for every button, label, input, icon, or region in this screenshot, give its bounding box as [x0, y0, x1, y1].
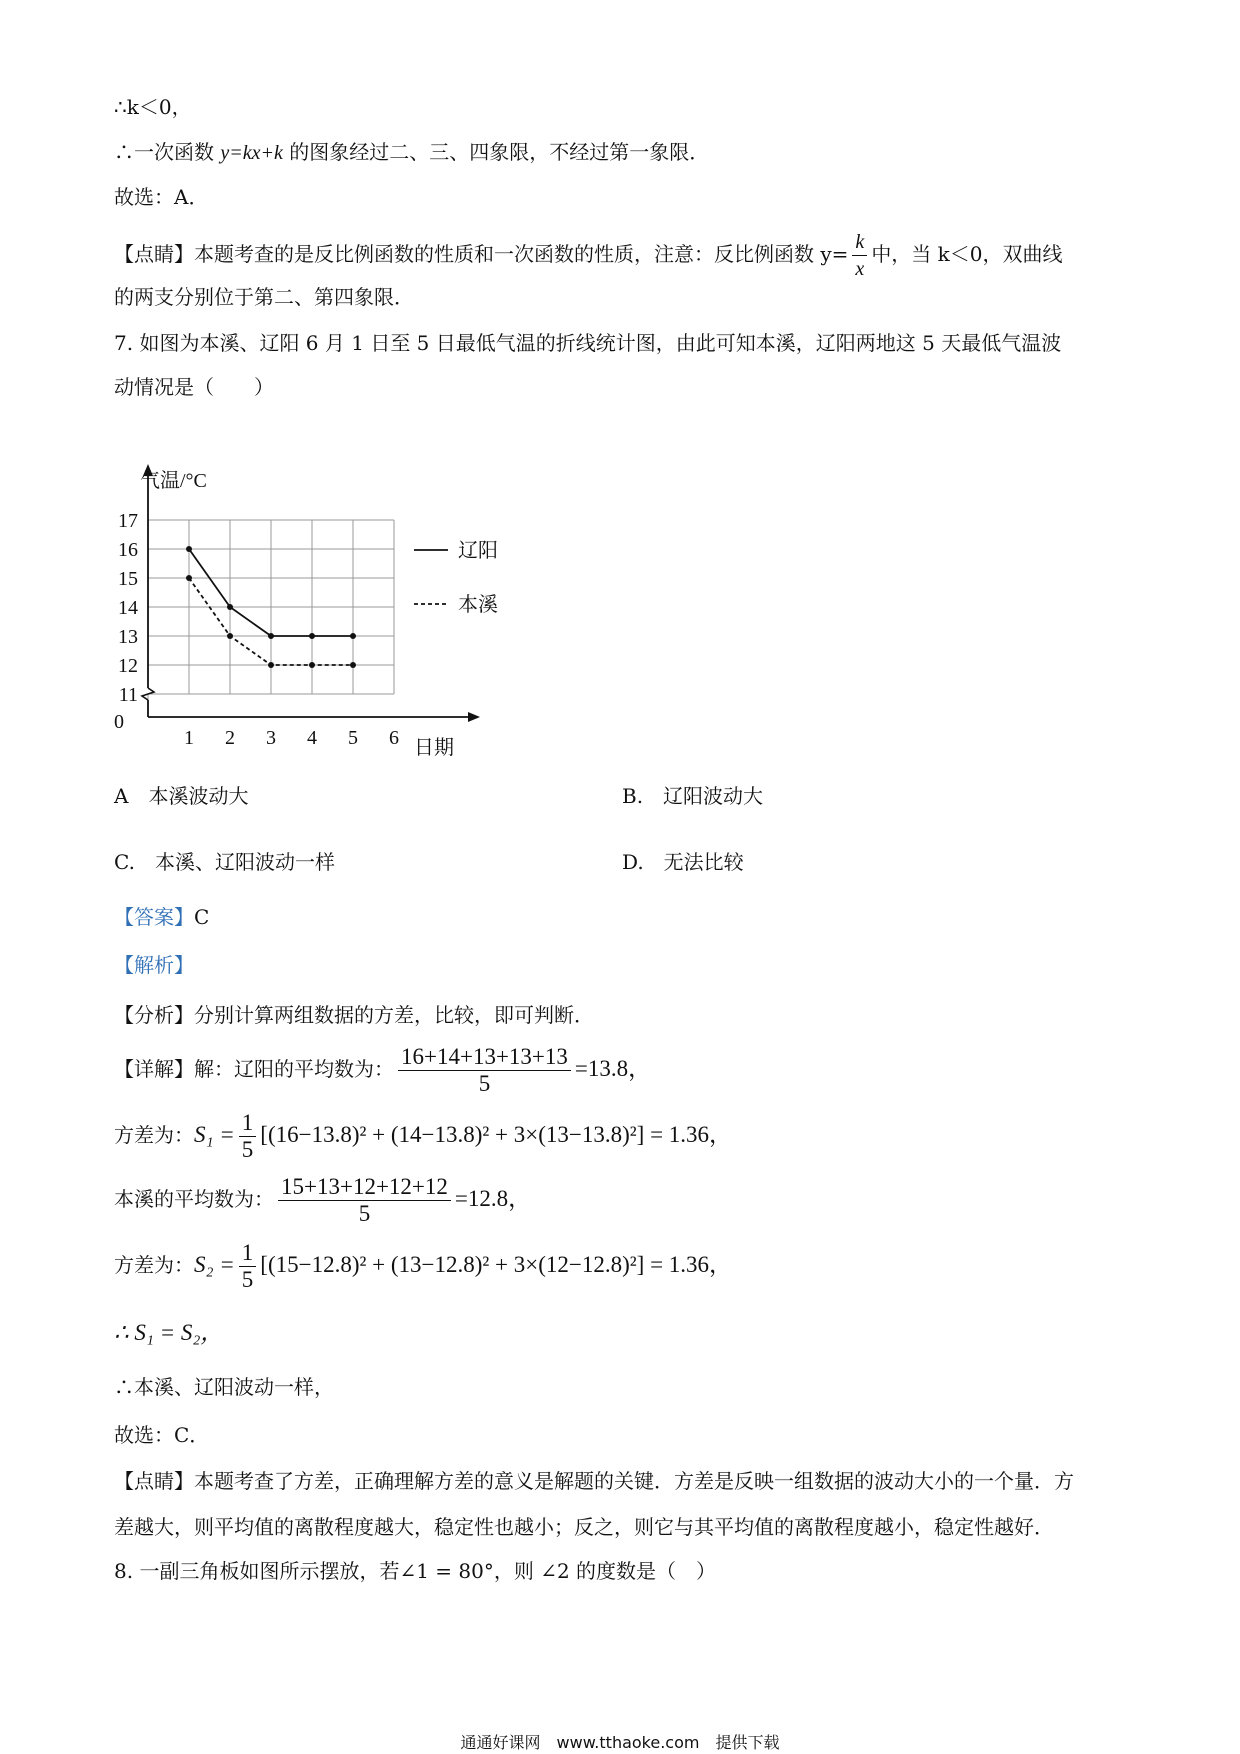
sol6-note-prefix: 【点睛】本题考查的是反比例函数的性质和一次函数的性质，注意：反比例函数 y= — [114, 242, 849, 266]
fraction-numerator: 1 — [239, 1110, 257, 1137]
legend-label: 本溪 — [458, 594, 498, 616]
chart-tick-labels — [118, 510, 399, 749]
q7-variance-2 — [114, 1236, 732, 1294]
q7-choice: 故选：C． — [114, 1423, 210, 1447]
data-point — [350, 633, 356, 639]
data-point — [350, 662, 356, 668]
sol6-line1: ∴k＜0， — [114, 95, 192, 119]
x-tick-label: 2 — [225, 727, 235, 749]
fraction-numerator: 15+13+12+12+12 — [278, 1174, 451, 1201]
chart-grid — [148, 520, 394, 717]
y-tick-label: 13 — [118, 626, 138, 648]
s1-lhs: S₁ = — [194, 1122, 235, 1147]
fraction-denominator: 5 — [358, 1201, 371, 1226]
liaoyang-mean-result: =13.8， — [574, 1056, 652, 1081]
temperature-line-chart — [108, 462, 528, 772]
x-tick-label: 1 — [184, 727, 194, 749]
fraction-denominator: 5 — [241, 1267, 254, 1292]
data-point — [309, 633, 315, 639]
fraction-numerator: 16+14+13+13+13 — [398, 1044, 571, 1071]
q8-stem: 8. 一副三角板如图所示摆放，若∠1 = 80°，则 ∠2 的度数是（ ） — [114, 1559, 717, 1583]
answer-label: 【答案】 — [114, 905, 194, 929]
q7-benxi-mean — [114, 1170, 531, 1228]
q7-answer — [114, 902, 209, 932]
s2-lhs: S₂ = — [194, 1252, 235, 1277]
benxi-mean-result: =12.8， — [454, 1186, 532, 1211]
sol6-line2-suffix: 的图象经过二、三、四象限，不经过第一象限． — [282, 140, 710, 164]
data-point — [186, 546, 192, 552]
q7-option-a: A 本溪波动大 — [114, 784, 249, 808]
variance-label: 方差为： — [114, 1123, 194, 1147]
q7-option-b: B. 辽阳波动大 — [622, 784, 764, 808]
q7-stem-line1: 7. 如图为本溪、辽阳 6 月 1 日至 5 日最低气温的折线统计图，由此可知本溪，辽阳两地这 5 天最低气温波 — [114, 331, 1062, 355]
y-tick-label: 15 — [118, 568, 138, 590]
sol6-note-line2: 的两支分别位于第二、第四象限． — [114, 285, 414, 309]
data-point — [227, 604, 233, 610]
q7-stem-line2: 动情况是（ ） — [114, 375, 274, 399]
fraction-denominator: x — [855, 258, 865, 280]
q7-variance-1 — [114, 1106, 732, 1164]
sol6-note-suffix: 中，当 k＜0，双曲线 — [871, 242, 1063, 266]
q7-conclusion-2: ∴本溪、辽阳波动一样， — [114, 1375, 334, 1399]
data-point — [268, 662, 274, 668]
one-fifth-fraction — [239, 1110, 257, 1163]
chart-origin-label: 0 — [114, 711, 124, 733]
q7-option-c: C. 本溪、辽阳波动一样 — [114, 850, 335, 874]
fraction-numerator: 1 — [239, 1240, 257, 1267]
sol6-note — [114, 228, 1063, 282]
benxi-mean-prefix: 本溪的平均数为： — [114, 1187, 274, 1211]
liaoyang-mean-fraction — [398, 1044, 571, 1097]
x-tick-label: 3 — [266, 727, 276, 749]
x-tick-label: 6 — [389, 727, 399, 749]
detail-prefix: 【详解】解：辽阳的平均数为： — [114, 1057, 394, 1081]
q7-fenxi: 【分析】分别计算两组数据的方差，比较，即可判断． — [114, 1003, 594, 1027]
chart-y-axis-label: 气温/°C — [140, 470, 207, 492]
legend-label: 辽阳 — [458, 540, 498, 562]
y-tick-label: 14 — [118, 597, 138, 619]
data-point — [186, 575, 192, 581]
s2-rhs: [(15−12.8)² + (13−12.8)² + 3×(12−12.8)²] = 1.36， — [260, 1252, 733, 1277]
x-tick-label: 4 — [307, 727, 317, 749]
chart-legend — [414, 539, 498, 616]
y-tick-label: 17 — [118, 510, 138, 532]
y-tick-label: 12 — [118, 655, 138, 677]
fraction-numerator: k — [852, 229, 867, 256]
sol6-line2-prefix: ∴一次函数 — [114, 140, 221, 164]
y-tick-label: 16 — [118, 539, 138, 561]
chart-axes — [142, 464, 480, 722]
sol6-choice: 故选：A． — [114, 185, 209, 209]
page-footer: 通通好课网 www.tthaoke.com 提供下载 — [460, 1733, 780, 1752]
fraction-denominator: 5 — [241, 1137, 254, 1162]
variance-label: 方差为： — [114, 1253, 194, 1277]
answer-value: C — [194, 905, 210, 929]
x-axis-arrow-icon — [468, 712, 480, 722]
sol6-line2-formula: y=kx+k — [220, 142, 283, 164]
y-tick-label: 11 — [118, 684, 138, 706]
x-tick-label: 5 — [348, 727, 358, 749]
q7-liaoyang-mean — [114, 1040, 651, 1098]
q7-note-line1: 【点睛】本题考查了方差，正确理解方差的意义是解题的关键．方差是反映一组数据的波动大小的一个量．方 — [114, 1469, 1074, 1493]
q7-analysis-label: 【解析】 — [114, 953, 194, 977]
benxi-mean-fraction — [278, 1174, 451, 1227]
q7-conclusion-1: ∴ S₁ = S₂， — [114, 1320, 224, 1345]
chart-x-axis-label: 日期 — [414, 737, 454, 759]
sol6-note-fraction — [852, 229, 867, 282]
data-point — [268, 633, 274, 639]
sol6-line2 — [114, 137, 709, 168]
data-point — [227, 633, 233, 639]
fraction-denominator: 5 — [478, 1071, 491, 1096]
data-point — [309, 662, 315, 668]
s1-rhs: [(16−13.8)² + (14−13.8)² + 3×(13−13.8)²] = 1.36， — [260, 1122, 733, 1147]
q7-option-d: D. 无法比较 — [622, 850, 744, 874]
one-fifth-fraction — [239, 1240, 257, 1293]
q7-note-line2: 差越大，则平均值的离散程度越大，稳定性也越小；反之，则它与其平均值的离散程度越小，稳定性越好． — [114, 1515, 1054, 1539]
